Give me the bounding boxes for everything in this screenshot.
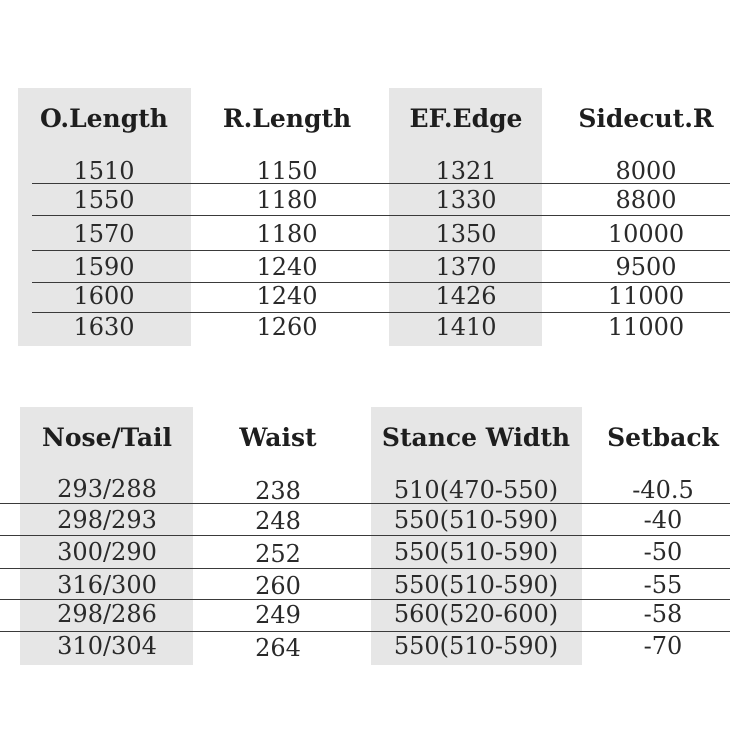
cell-ef-edge: 1321 bbox=[435, 157, 497, 185]
header-setback: Setback bbox=[607, 423, 719, 452]
cell-o-length: 1510 bbox=[73, 157, 135, 185]
cell-r-length: 1150 bbox=[256, 157, 318, 185]
cell-setback: -55 bbox=[643, 571, 683, 599]
cell-o-length: 1550 bbox=[73, 186, 135, 214]
header-waist: Waist bbox=[239, 423, 317, 452]
cell-sidecut-r: 10000 bbox=[607, 220, 685, 248]
row-divider bbox=[0, 568, 730, 569]
row-divider bbox=[0, 503, 730, 504]
cell-waist: 238 bbox=[255, 477, 301, 505]
cell-sidecut-r: 9500 bbox=[615, 253, 677, 281]
cell-r-length: 1240 bbox=[256, 253, 318, 281]
cell-sidecut-r: 8800 bbox=[615, 186, 677, 214]
cell-nose-tail: 300/290 bbox=[57, 538, 157, 566]
cell-ef-edge: 1330 bbox=[435, 186, 497, 214]
cell-stance-width: 550(510-590) bbox=[393, 571, 559, 599]
cell-nose-tail: 316/300 bbox=[57, 571, 157, 599]
cell-nose-tail: 298/293 bbox=[57, 506, 157, 534]
cell-stance-width: 550(510-590) bbox=[393, 538, 559, 566]
cell-stance-width: 550(510-590) bbox=[393, 506, 559, 534]
cell-nose-tail: 310/304 bbox=[57, 632, 157, 660]
cell-r-length: 1240 bbox=[256, 282, 318, 310]
cell-sidecut-r: 11000 bbox=[607, 282, 685, 310]
cell-sidecut-r: 11000 bbox=[607, 313, 685, 341]
header-r-length: R.Length bbox=[222, 104, 352, 133]
cell-ef-edge: 1370 bbox=[435, 253, 497, 281]
cell-setback: -40 bbox=[643, 506, 683, 534]
cell-r-length: 1180 bbox=[256, 186, 318, 214]
cell-ef-edge: 1426 bbox=[435, 282, 497, 310]
cell-o-length: 1570 bbox=[73, 220, 135, 248]
cell-o-length: 1630 bbox=[73, 313, 135, 341]
cell-ef-edge: 1410 bbox=[435, 313, 497, 341]
header-o-length: O.Length bbox=[40, 104, 168, 133]
cell-stance-width: 560(520-600) bbox=[393, 600, 559, 628]
row-divider bbox=[32, 215, 730, 216]
cell-waist: 260 bbox=[255, 572, 301, 600]
cell-nose-tail: 293/288 bbox=[57, 475, 157, 503]
cell-ef-edge: 1350 bbox=[435, 220, 497, 248]
cell-setback: -58 bbox=[643, 600, 683, 628]
row-divider bbox=[32, 250, 730, 251]
header-sidecut-r: Sidecut.R bbox=[578, 104, 714, 133]
cell-r-length: 1260 bbox=[256, 313, 318, 341]
cell-o-length: 1590 bbox=[73, 253, 135, 281]
cell-stance-width: 550(510-590) bbox=[393, 632, 559, 660]
row-divider bbox=[0, 535, 730, 536]
header-stance-width: Stance Width bbox=[381, 423, 571, 452]
cell-setback: -50 bbox=[643, 538, 683, 566]
header-nose-tail: Nose/Tail bbox=[41, 423, 173, 452]
cell-r-length: 1180 bbox=[256, 220, 318, 248]
cell-waist: 248 bbox=[255, 507, 301, 535]
cell-setback: -70 bbox=[643, 632, 683, 660]
cell-nose-tail: 298/286 bbox=[57, 600, 157, 628]
cell-waist: 249 bbox=[255, 601, 301, 629]
cell-o-length: 1600 bbox=[73, 282, 135, 310]
cell-stance-width: 510(470-550) bbox=[393, 476, 559, 504]
header-ef-edge: EF.Edge bbox=[409, 104, 523, 133]
cell-setback: -40.5 bbox=[632, 476, 694, 504]
cell-waist: 252 bbox=[255, 540, 301, 568]
cell-waist: 264 bbox=[255, 634, 301, 662]
cell-sidecut-r: 8000 bbox=[615, 157, 677, 185]
